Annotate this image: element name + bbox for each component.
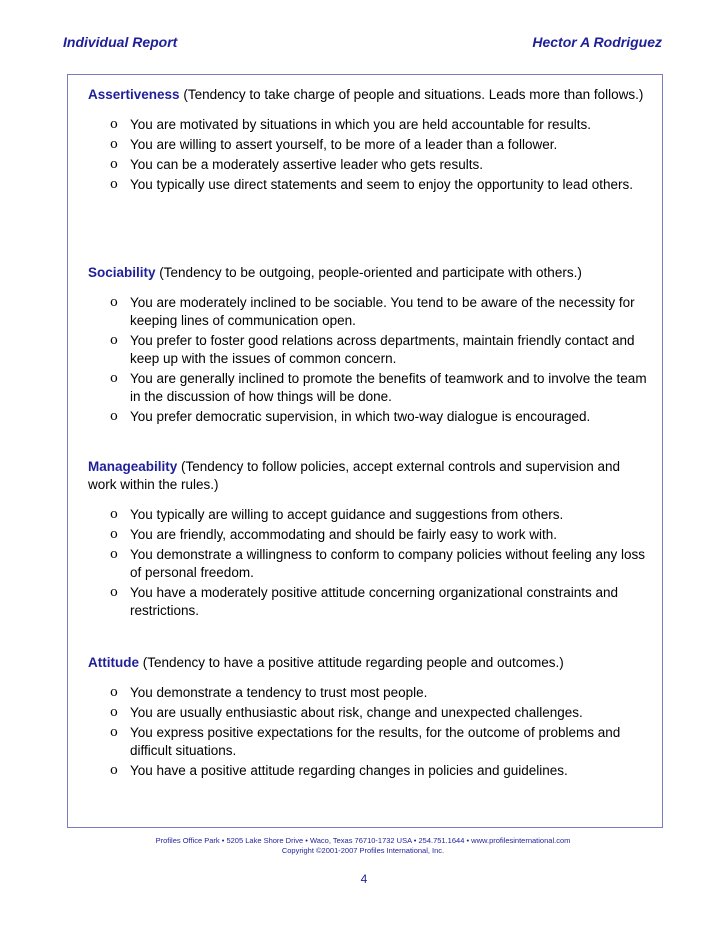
bullet-icon: o bbox=[110, 527, 118, 542]
bullet-icon: o bbox=[110, 507, 118, 522]
section-title: Attitude bbox=[88, 655, 139, 670]
list-item bbox=[88, 156, 648, 174]
section-title: Sociability bbox=[88, 265, 156, 280]
list-item-text: You have a positive attitude regarding changes in policies and guidelines. bbox=[130, 763, 568, 778]
section-heading bbox=[88, 654, 648, 672]
list-item-text: You are usually enthusiastic about risk, change and unexpected challenges. bbox=[130, 705, 583, 720]
bullet-icon: o bbox=[110, 117, 118, 132]
list-item bbox=[88, 762, 648, 780]
list-item bbox=[88, 684, 648, 702]
list-item bbox=[88, 584, 648, 620]
bullet-icon: o bbox=[110, 409, 118, 424]
list-item bbox=[88, 546, 648, 582]
footer-address: Profiles Office Park • 5205 Lake Shore Drive • Waco, Texas 76710-1732 USA • 254.751.1644 • www.profilesinternational.com bbox=[155, 836, 571, 845]
list-item bbox=[88, 370, 648, 406]
list-item bbox=[88, 506, 648, 524]
list-item bbox=[88, 704, 648, 722]
bullet-icon: o bbox=[110, 585, 118, 600]
list-item bbox=[88, 176, 648, 194]
section-heading bbox=[88, 458, 648, 494]
bullet-icon: o bbox=[110, 295, 118, 310]
section-description: (Tendency to have a positive attitude regarding people and outcomes.) bbox=[142, 655, 564, 670]
bullet-icon: o bbox=[110, 137, 118, 152]
list-item-text: You are moderately inclined to be sociable. You tend to be aware of the necessity for keeping lines of communication open. bbox=[130, 295, 635, 328]
list-item bbox=[88, 294, 648, 330]
list-item bbox=[88, 332, 648, 368]
list-item-text: You prefer to foster good relations across departments, maintain friendly contact and keep up with the issues of common concern. bbox=[130, 333, 635, 366]
list-item-text: You demonstrate a tendency to trust most people. bbox=[130, 685, 428, 700]
page-number: 4 bbox=[360, 872, 368, 886]
list-item-text: You are willing to assert yourself, to be more of a leader than a follower. bbox=[130, 137, 558, 152]
bullet-icon: o bbox=[110, 157, 118, 172]
report-content-box bbox=[67, 74, 663, 828]
bullet-list bbox=[88, 684, 648, 780]
section-description: (Tendency to follow policies, accept external controls and supervision and work within the rules.) bbox=[88, 459, 621, 492]
bullet-icon: o bbox=[110, 725, 118, 740]
list-item-text: You typically are willing to accept guidance and suggestions from others. bbox=[130, 507, 564, 522]
bullet-icon: o bbox=[110, 763, 118, 778]
section-heading bbox=[88, 86, 648, 104]
bullet-icon: o bbox=[110, 177, 118, 192]
list-item-text: You are friendly, accommodating and should be fairly easy to work with. bbox=[130, 527, 557, 542]
list-item-text: You typically use direct statements and seem to enjoy the opportunity to lead others. bbox=[130, 177, 634, 192]
bullet-list bbox=[88, 294, 648, 426]
list-item-text: You prefer democratic supervision, in which two-way dialogue is encouraged. bbox=[130, 409, 591, 424]
list-item bbox=[88, 116, 648, 134]
list-item-text: You are motivated by situations in which you are held accountable for results. bbox=[130, 117, 592, 132]
list-item bbox=[88, 136, 648, 154]
section-heading bbox=[88, 264, 648, 282]
section-description: (Tendency to be outgoing, people-oriented and participate with others.) bbox=[159, 265, 582, 280]
section-assertiveness bbox=[88, 86, 648, 196]
list-item-text: You can be a moderately assertive leader who gets results. bbox=[130, 157, 483, 172]
footer-copyright: Copyright ©2001-2007 Profiles International, Inc. bbox=[281, 846, 445, 855]
section-title: Assertiveness bbox=[88, 87, 180, 102]
section-title: Manageability bbox=[88, 459, 178, 474]
report-type-label: Individual Report bbox=[63, 34, 178, 50]
list-item bbox=[88, 526, 648, 544]
list-item-text: You express positive expectations for the results, for the outcome of problems and difficult situations. bbox=[130, 725, 621, 758]
bullet-icon: o bbox=[110, 685, 118, 700]
list-item bbox=[88, 408, 648, 426]
page-footer bbox=[63, 836, 663, 856]
bullet-icon: o bbox=[110, 371, 118, 386]
list-item-text: You demonstrate a willingness to conform to company policies without feeling any loss of personal freedom. bbox=[130, 547, 646, 580]
bullet-list bbox=[88, 116, 648, 194]
section-attitude bbox=[88, 654, 648, 782]
section-manageability bbox=[88, 458, 648, 622]
section-description: (Tendency to take charge of people and situations. Leads more than follows.) bbox=[183, 87, 644, 102]
page-header bbox=[63, 34, 662, 50]
bullet-list bbox=[88, 506, 648, 620]
bullet-icon: o bbox=[110, 333, 118, 348]
list-item-text: You have a moderately positive attitude concerning organizational constraints and restrictions. bbox=[130, 585, 619, 618]
list-item bbox=[88, 724, 648, 760]
section-sociability bbox=[88, 264, 648, 428]
bullet-icon: o bbox=[110, 547, 118, 562]
candidate-name: Hector A Rodriguez bbox=[532, 34, 662, 50]
bullet-icon: o bbox=[110, 705, 118, 720]
list-item-text: You are generally inclined to promote the benefits of teamwork and to involve the team in the discussion of how things will be done. bbox=[130, 371, 647, 404]
